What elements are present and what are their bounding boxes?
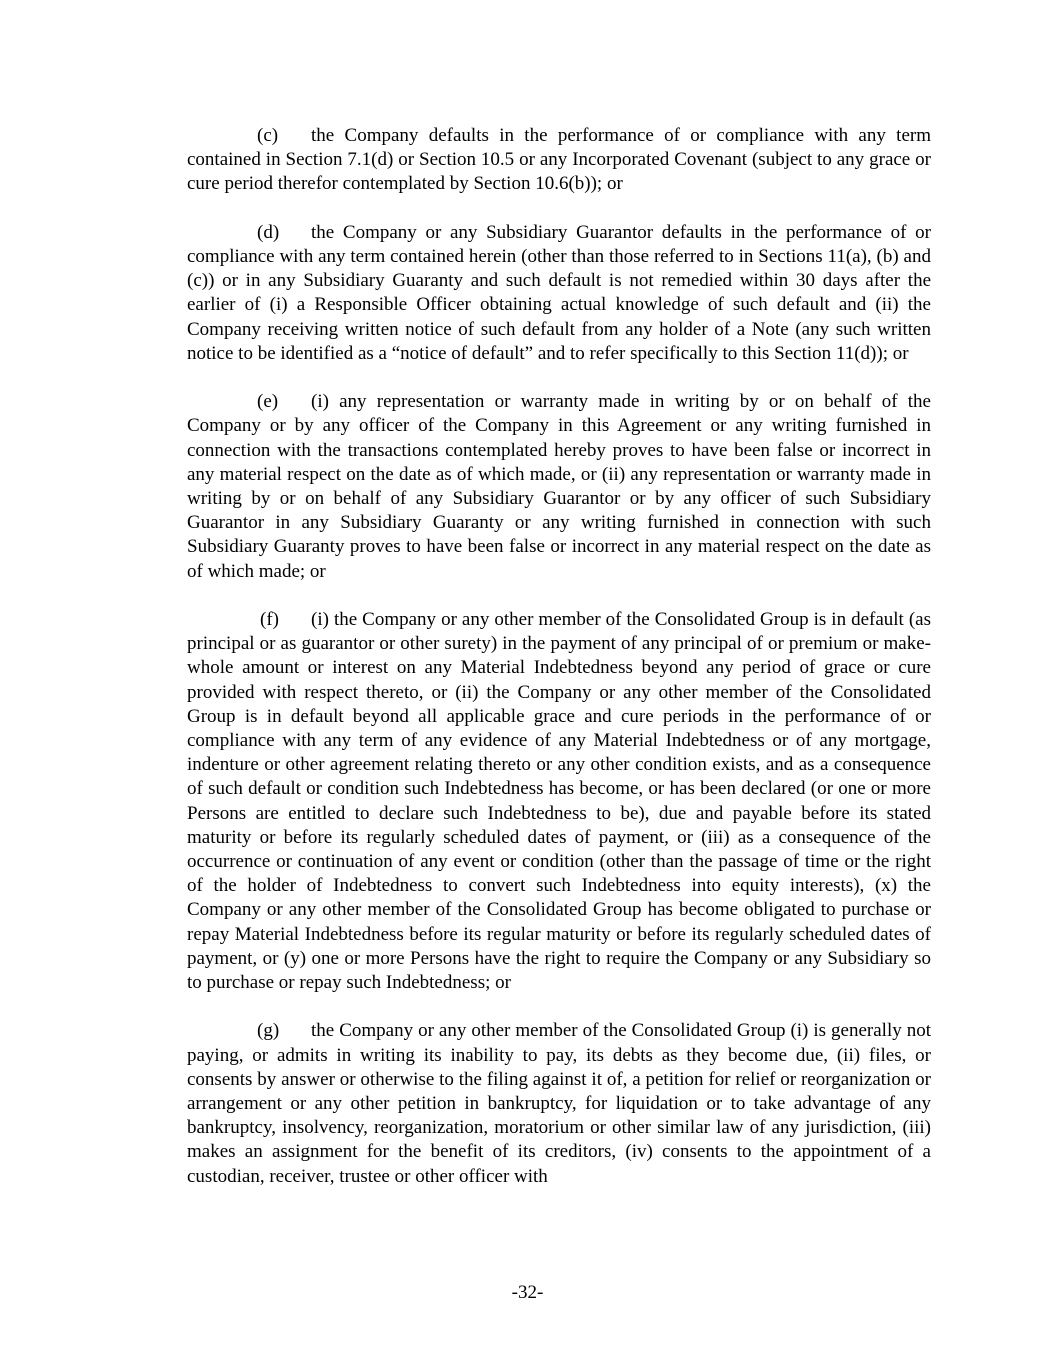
clause-text: the Company or any other member of the Consolidated Group (i) is generally not paying, or admits in writing its inability to pay, its debts as they become due, (ii) files, or consents by answer or otherwise to the filing against it of, a petition for relief or reorganization or arrangement or any other petition in bankruptcy, for liquidation or to take advantage of any bankruptcy, insolvency, reorganization, moratorium or other similar law of any jurisdiction, (iii) makes an assignment for the benefit of its creditors, (iv) consents to the appointment of a custodian, receiver, trustee or other officer with <box>187 1020 931 1187</box>
clause-c <box>187 124 931 197</box>
clause-marker: (g) <box>257 1020 280 1042</box>
clause-e <box>187 390 931 584</box>
clause-text: the Company or any Subsidiary Guarantor defaults in the performance of or compliance with any term contained herein (other than those referred to in Sections 11(a), (b) and (c)) or in any Subsidiary Guaranty and such default is not remedied within 30 days after the earlier of (i) a Responsible Officer obtaining actual knowledge of such default and (ii) the Company receiving written notice of such default from any holder of a Note (any such written notice to be identified as a “notice of default” and to refer specifically to this Section 11(d)); or <box>187 221 931 364</box>
clause-text: (i) any representation or warranty made in writing by or on behalf of the Company or by any officer of the Company in this Agreement or any writing furnished in connection with the transactions contemplated hereby proves to have been false or incorrect in any material respect on the date as of which made, or (ii) any representation or warranty made in writing by or on behalf of any Subsidiary Guarantor or by any officer of such Subsidiary Guarantor in any Subsidiary Guaranty or any writing furnished in connection with such Subsidiary Guaranty proves to have been false or incorrect in any material respect on the date as of which made; or <box>187 391 931 582</box>
document-body <box>187 124 931 1213</box>
clause-marker: (e) <box>257 391 279 413</box>
clause-f <box>187 608 931 995</box>
clause-marker: (c) <box>257 125 279 146</box>
clause-text: the Company defaults in the performance of or compliance with any term contained in Section 7.1(d) or Section 10.5 or any Incorporated Covenant (subject to any grace or cure period therefor contemplated by Section 10.6(b)); or <box>187 125 931 195</box>
clause-d <box>187 221 931 366</box>
clause-text: (i) the Company or any other member of the Consolidated Group is in default (as principal or as guarantor or other surety) in the payment of any principal of or premium or make-whole amount or interest on any Material Indebtedness beyond any period of grace or cure provided with respect thereto, or (ii) the Company or any other member of the Consolidated Group is in default beyond all applicable grace and cure periods in the performance of or compliance with any term of any evidence of any Material Indebtedness or of any mortgage, indenture or other agreement relating thereto or any other condition exists, and as a consequence of such default or condition such Indebtedness has become, or has been declared (or one or more Persons are entitled to declare such Indebtedness to be), due and payable before its stated maturity or before its regularly scheduled dates of payment, or (iii) as a consequence of the occurrence or continuation of any event or condition (other than the passage of time or the right of the holder of Indebtedness to convert such Indebtedness into equity interests), (x) the Company or any other member of the Consolidated Group has become obligated to purchase or repay Material Indebtedness before its regular maturity or before its regularly scheduled dates of payment, or (y) one or more Persons have the right to require the Company or any Subsidiary so to purchase or repay such Indebtedness; or <box>187 609 931 994</box>
page-number: -32- <box>511 1282 544 1303</box>
clause-marker: (d) <box>257 221 280 243</box>
clause-g <box>187 1019 931 1188</box>
clause-marker: (f) <box>260 609 279 631</box>
